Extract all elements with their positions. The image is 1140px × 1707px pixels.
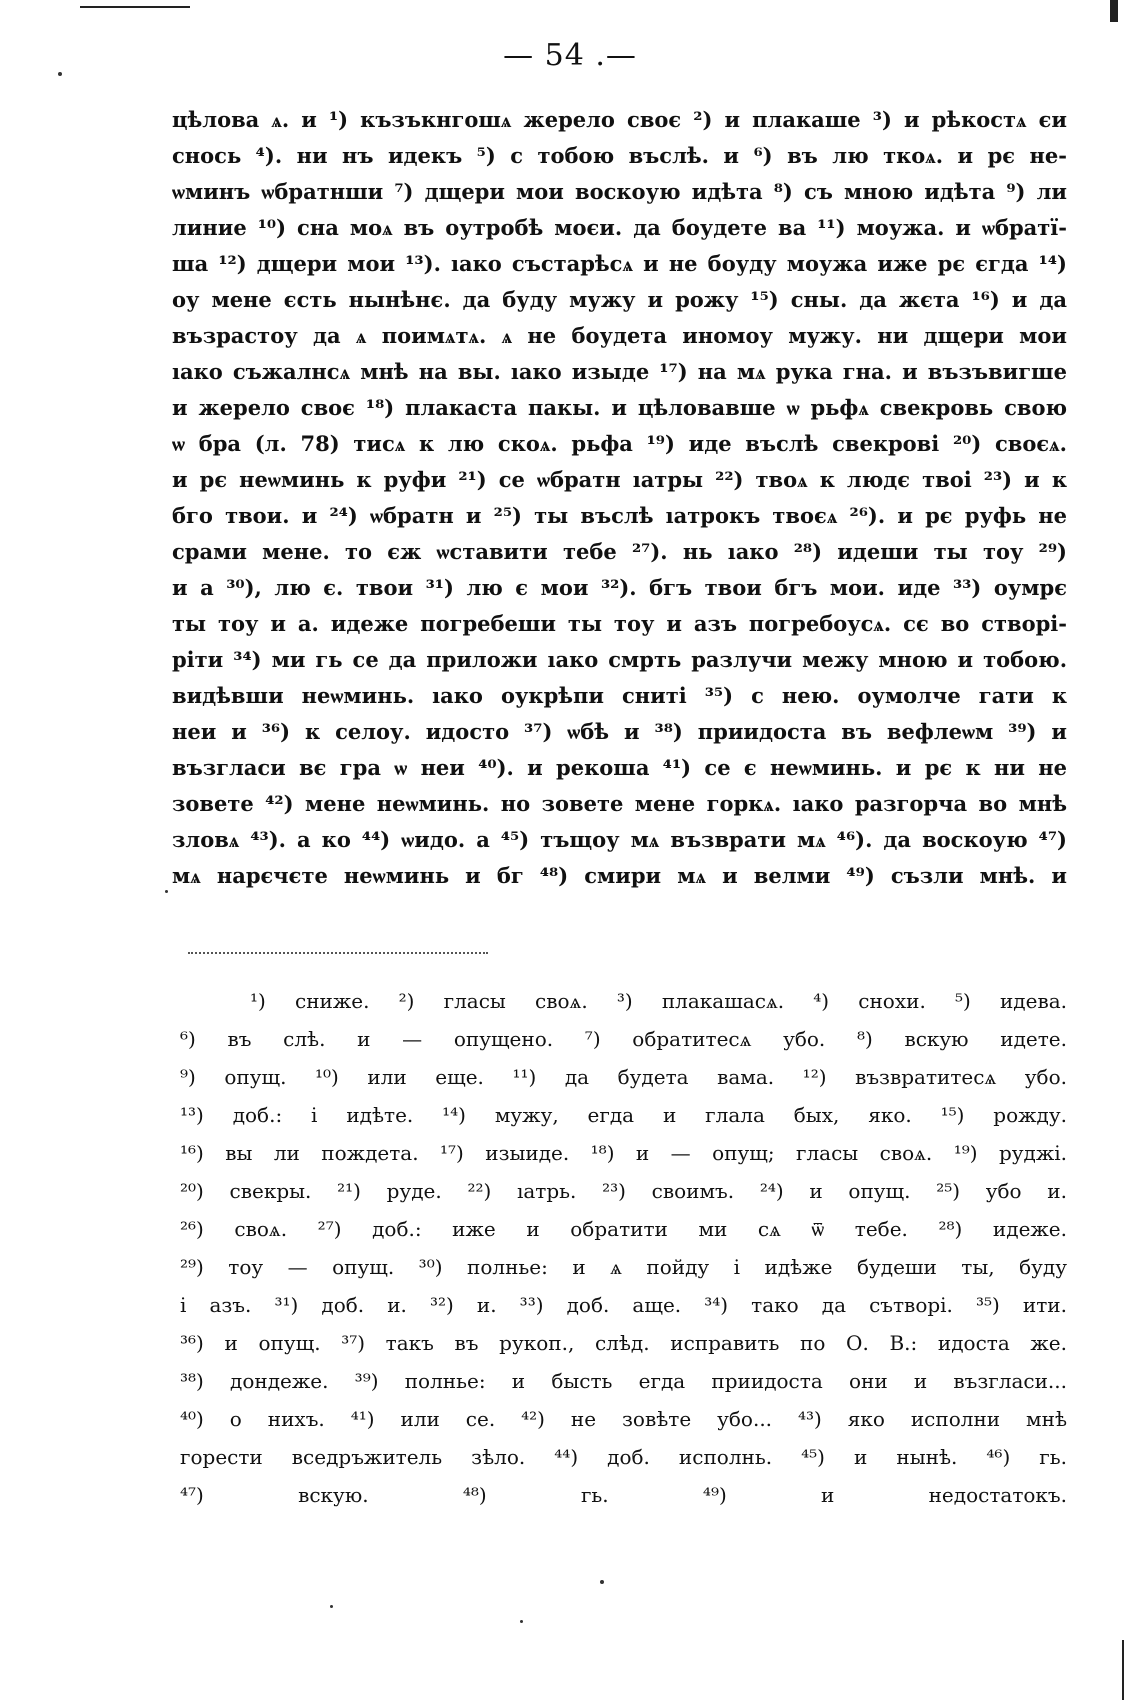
footnote-line: ⁶) въ слѣ. и — опущено. ⁷) обратитесѧ убо. ⁸) вскую идете. (180, 1027, 1067, 1051)
footnote-line: ⁴⁷) вскую. ⁴⁸) гь. ⁴⁹) и недостатокъ. (180, 1483, 1067, 1507)
main-text-line: ты тоу и а. идеже погребеши ты тоу и азъ погребоусѧ. сє во створі- (172, 611, 1067, 636)
main-text-line: и жерело своє ¹⁸) плакаста пакы. и цѣловавше ѡ рьфѧ свекровь свою (172, 395, 1067, 420)
footnote-line: горести вседръжитель зѣло. ⁴⁴) доб. исполнь. ⁴⁵) и нынѣ. ⁴⁶) гь. (180, 1445, 1067, 1469)
main-text-line: ıако съжалнсѧ мнѣ на вы. ıако изыде ¹⁷) на мѧ рука гна. и възъвигше (172, 359, 1067, 384)
footnote-line: і азъ. ³¹) доб. и. ³²) и. ³³) доб. аще. ³⁴) тако да сътворі. ³⁵) ити. (180, 1293, 1067, 1317)
scan-corner-mark (1110, 0, 1118, 22)
main-text-line: възгласи вє гра ѡ неи ⁴⁰). и рекоша ⁴¹) се є неѡминь. и рє к ни не (172, 755, 1067, 780)
scan-speck (330, 1605, 333, 1608)
scan-bottom-edge-mark (1122, 1640, 1124, 1700)
footnote-line: ³⁶) и опущ. ³⁷) такъ въ рукоп., слѣд. исправить по О. В.: идоста же. (180, 1331, 1067, 1355)
footnote-line: ³⁸) дондеже. ³⁹) полнье: и бысть егда приидоста они и възгласи... (180, 1369, 1067, 1393)
footnote-line: ¹) сниже. ²) гласы своѧ. ³) плакашасѧ. ⁴) снохи. ⁵) идева. (250, 989, 1067, 1013)
footnotes-block (180, 982, 1067, 1514)
footnote-line: ²⁶) своѧ. ²⁷) доб.: иже и обратити ми сѧ ѿ тебе. ²⁸) идеже. (180, 1217, 1067, 1241)
scan-top-edge-mark (80, 6, 190, 8)
scan-speck (58, 72, 62, 76)
main-text-line: линие ¹⁰) сна моѧ въ оутробѣ моєи. да боудете ва ¹¹) моужа. и ѡбратї- (172, 215, 1067, 240)
main-text-line: срами мене. то єж ѡставити тебе ²⁷). нь ıако ²⁸) идеши ты тоу ²⁹) (172, 539, 1067, 564)
main-text-line: ѡминъ ѡбратнши ⁷) дщери мои воскоую идѣта ⁸) съ мною идѣта ⁹) ли (172, 179, 1067, 204)
scan-speck (165, 890, 168, 893)
main-text-line: зовете ⁴²) мене неѡминь. но зовете мене горкѧ. ıако разгорча во мнѣ (172, 791, 1067, 816)
scan-speck (520, 1620, 523, 1623)
footnote-separator (188, 952, 488, 954)
main-text-line: ріти ³⁴) ми гь се да приложи ıако смрть разлучи межу мною и тобою. (172, 647, 1067, 672)
main-text-line: възрастоу да ѧ поимѧтѧ. ѧ не боудета иномоу мужу. ни дщери мои (172, 323, 1067, 348)
footnote-line: ⁹) опущ. ¹⁰) или еще. ¹¹) да будета вама. ¹²) възвратитесѧ убо. (180, 1065, 1067, 1089)
main-text-line: зловѧ ⁴³). а ко ⁴⁴) ѡидо. а ⁴⁵) тъщоу мѧ възврати мѧ ⁴⁶). да воскоую ⁴⁷) (172, 827, 1067, 852)
footnote-line: ²⁹) тоу — опущ. ³⁰) полнье: и ѧ пойду і идѣже будеши ты, буду (180, 1255, 1067, 1279)
main-text-line: и рє неѡминь к руфи ²¹) се ѡбратн ıатры ²²) твоѧ к людє твоі ²³) и к (172, 467, 1067, 492)
main-text-line: оу мене єсть нынѣнє. да буду мужу и рожу ¹⁵) сны. да жєта ¹⁶) и да (172, 287, 1067, 312)
footnote-line: ¹⁶) вы ли пождета. ¹⁷) изыиде. ¹⁸) и — опущ; гласы своѧ. ¹⁹) руджі. (180, 1141, 1067, 1165)
main-text-line: бго твои. и ²⁴) ѡбратн и ²⁵) ты въслѣ ıатрокъ твоєѧ ²⁶). и рє руфь не (172, 503, 1067, 528)
main-text-line: видѣвши неѡминь. ıако оукрѣпи сниті ³⁵) с нею. оумолче гати к (172, 683, 1067, 708)
main-text-line: ша ¹²) дщери мои ¹³). ıако състарѣсѧ и не боуду моужа иже рє єгда ¹⁴) (172, 251, 1067, 276)
main-text-line: и а ³⁰), лю є. твои ³¹) лю є мои ³²). бгъ твои бгъ мои. иде ³³) оумрє (172, 575, 1067, 600)
main-text-line: мѧ нарєчєте неѡминь и бг ⁴⁸) смири мѧ и велми ⁴⁹) съзли мнѣ. и (172, 863, 1067, 888)
footnote-line: ⁴⁰) о нихъ. ⁴¹) или се. ⁴²) не зовѣте убо... ⁴³) яко исполни мнѣ (180, 1407, 1067, 1431)
main-text-line: цѣлова ѧ. и ¹) къзъкнгошѧ жерело своє ²) и плакаше ³) и рѣкостѧ єи (172, 107, 1067, 132)
main-text-line: ѡ бра (л. 78) тисѧ к лю скоѧ. рьфа ¹⁹) иде въслѣ свекрові ²⁰) своєѧ. (172, 431, 1067, 456)
footnote-line: ¹³) доб.: і идѣте. ¹⁴) мужу, егда и глала бых, яко. ¹⁵) рожду. (180, 1103, 1067, 1127)
main-text-line: неи и ³⁶) к селоу. идосто ³⁷) ѡбѣ и ³⁸) приидоста въ вефлеѡм ³⁹) и (172, 719, 1067, 744)
page-number: — 54 .— (503, 38, 637, 73)
main-text-block (172, 102, 1067, 894)
scan-speck (600, 1580, 604, 1584)
footnote-line: ²⁰) свекры. ²¹) руде. ²²) ıатрь. ²³) своимъ. ²⁴) и опущ. ²⁵) убо и. (180, 1179, 1067, 1203)
main-text-line: снось ⁴). ни нъ идекъ ⁵) с тобою въслѣ. и ⁶) въ лю ткоѧ. и рє не- (172, 143, 1067, 168)
